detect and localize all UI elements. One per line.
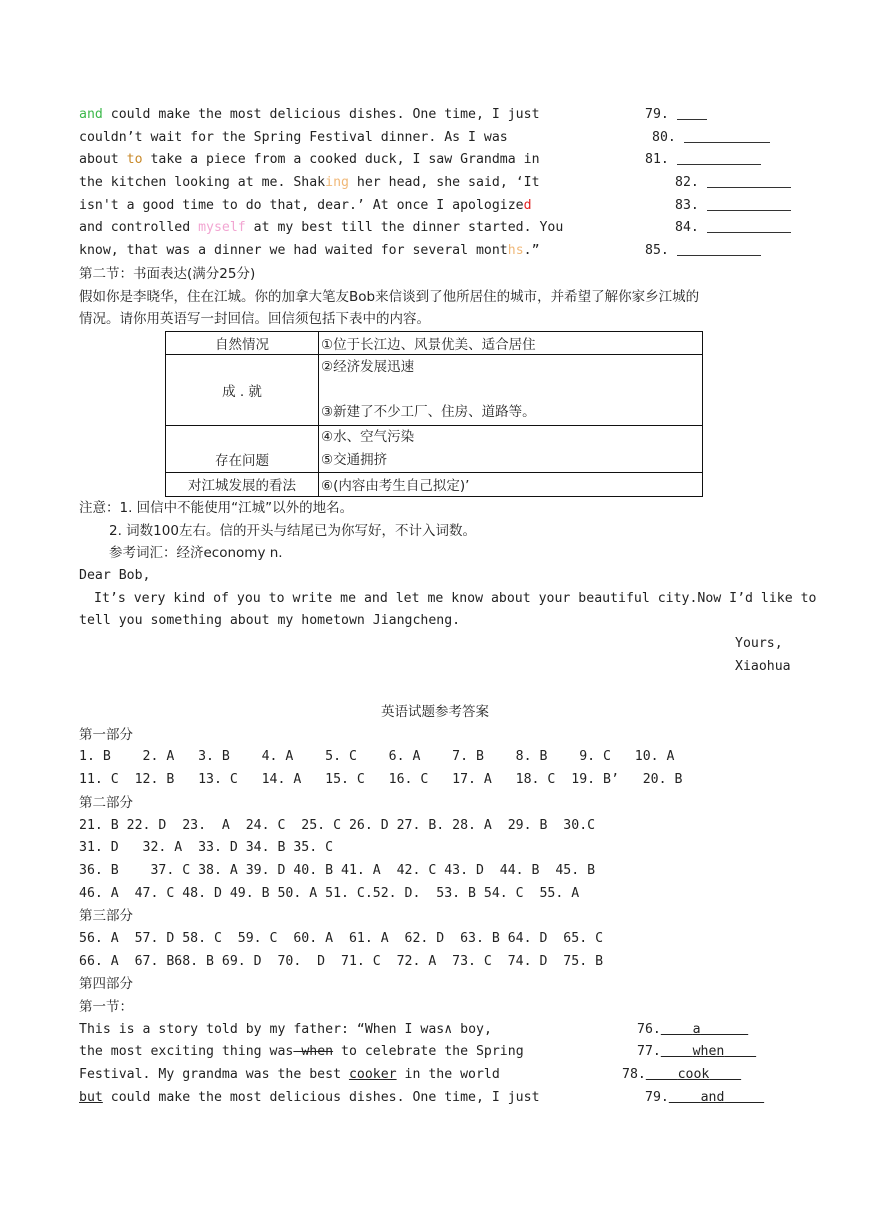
answer-row: 36. B 37. C 38. A 39. D 40. B 41. A 42. C 43. D 44. B 45. B	[79, 862, 596, 878]
blank-number: 79.	[645, 104, 707, 127]
passage-line: and could make the most delicious dishes. One time, I just 79.	[79, 104, 791, 127]
caret-mark: ∧	[444, 1021, 453, 1037]
writing-prompt: 情况。请你用英语写一封回信。回信须包括下表中的内容。	[79, 311, 430, 328]
inserted-letters: hs	[507, 243, 524, 259]
part-heading: 第三部分	[79, 908, 133, 925]
letter-signature: Xiaohua	[735, 658, 791, 674]
table-cell: ①位于长江边、风景优美、适合居住	[319, 331, 703, 354]
writing-prompt: 假如你是李晓华，住在江城。你的加拿大笔友Bob来信谈到了他所居住的城市，并希望了解你家乡江城的	[79, 288, 700, 305]
answer-row: 56. A 57. D 58. C 59. C 60. A 61. A 62. D 63. B 64. D 65. C	[79, 930, 604, 946]
passage-line: couldn’t wait for the Spring Festival dinner. As I was 80.	[79, 127, 791, 150]
inserted-word: ing	[325, 175, 349, 191]
answer-number: 79. and	[645, 1089, 725, 1105]
answer-number: 77. when	[637, 1044, 725, 1060]
struck-word: when	[293, 1044, 334, 1060]
blank-number: 85.	[645, 240, 761, 263]
table-cell: ⑥(内容由考生自己拟定)’	[319, 472, 703, 496]
answer-row: 11. C 12. B 13. C 14. A 15. C 16. C 17. A 18. C 19. B’ 20. B	[79, 772, 683, 788]
underlined-word: but	[79, 1089, 103, 1105]
passage-line: and controlled myself at my best till the dinner started. You 84.	[79, 217, 791, 240]
passage-line: the kitchen looking at me. Shaking her head, she said, ‘It 82.	[79, 172, 791, 195]
document-page	[79, 104, 817, 1109]
inserted-word: myself	[198, 220, 246, 236]
underlined-word: cooker	[348, 1067, 397, 1083]
inserted-word: to	[126, 152, 143, 168]
passage-line: know, that was a dinner we had waited for several months.” 85.	[79, 240, 791, 263]
letter-closing: Yours,	[735, 636, 783, 651]
blank-number: 81.	[645, 149, 761, 172]
table-header: 对江城发展的看法	[166, 472, 319, 496]
passage-line: about to take a piece from a cooked duck, I saw Grandma in 81.	[79, 149, 791, 172]
inserted-word: and	[79, 107, 103, 122]
answer-row: 1. B 2. A 3. B 4. A 5. C 6. A 7. B 8. B 9. C 10. A	[79, 749, 675, 765]
part-heading: 第四部分	[79, 976, 133, 993]
table-header: 成 . 就	[166, 354, 319, 425]
answers-title: 英语试题参考答案	[381, 704, 489, 721]
story-line: This is a story told by my father: “When I was∧ boy, 76. a	[79, 1019, 791, 1042]
note: 注意：1. 回信中不能使用“江城”以外的地名。	[79, 499, 354, 516]
letter-text: It’s very kind of you to write me and let me know about your beautiful city.Now I’d like to	[94, 590, 817, 606]
note: 2. 词数100左右。信的开头与结尾已为你写好，不计入词数。	[109, 522, 476, 539]
letter-text: tell you something about my hometown Jiangcheng.	[79, 613, 461, 629]
answer-number: 78. cook	[622, 1067, 710, 1083]
blank-number: 82.	[675, 172, 791, 195]
part-heading: 第二部分	[79, 794, 133, 811]
blank-number: 83.	[675, 195, 791, 218]
answer-row: 31. D 32. A 33. D 34. B 35. C	[79, 840, 334, 856]
section-title: 第二节：书面表达(满分25分)	[79, 265, 256, 282]
answer-row: 46. A 47. C 48. D 49. B 50. A 51. C.52. D. 53. B 54. C 55. A	[79, 885, 580, 901]
blank-number: 80.	[652, 127, 770, 150]
letter-salutation: Dear Bob,	[79, 567, 151, 583]
answer-number: 76. a	[637, 1021, 701, 1037]
inserted-letter: d	[523, 197, 532, 213]
section-heading: 第一节：	[79, 999, 133, 1015]
story-line: but could make the most delicious dishes. One time, I just 79. and	[79, 1087, 791, 1110]
note: 参考词汇：经济economy n.	[109, 545, 283, 562]
table-cell: ②经济发展迅速 ③新建了不少工厂、住房、道路等。	[319, 354, 703, 425]
story-line: Festival. My grandma was the best cooker in the world 78. cook	[79, 1064, 791, 1087]
answer-row: 66. A 67. B68. B 69. D 70. D 71. C 72. A 73. C 74. D 75. B	[79, 953, 604, 969]
part-heading: 第一部分	[79, 726, 133, 743]
blank-number: 84.	[675, 217, 791, 240]
table-header: 存在问题	[166, 425, 319, 472]
table-header: 自然情况	[166, 331, 319, 354]
story-line: the most exciting thing was when to celebrate the Spring 77. when	[79, 1041, 791, 1064]
table-cell: ④水、空气污染 ⑤交通拥挤	[319, 425, 703, 472]
passage-line: isn't a good time to do that, dear.’ At once I apologized 83.	[79, 195, 791, 218]
content-table	[165, 331, 703, 497]
answer-row: 21. B 22. D 23. A 24. C 25. C 26. D 27. B. 28. A 29. B 30.C	[79, 817, 596, 833]
